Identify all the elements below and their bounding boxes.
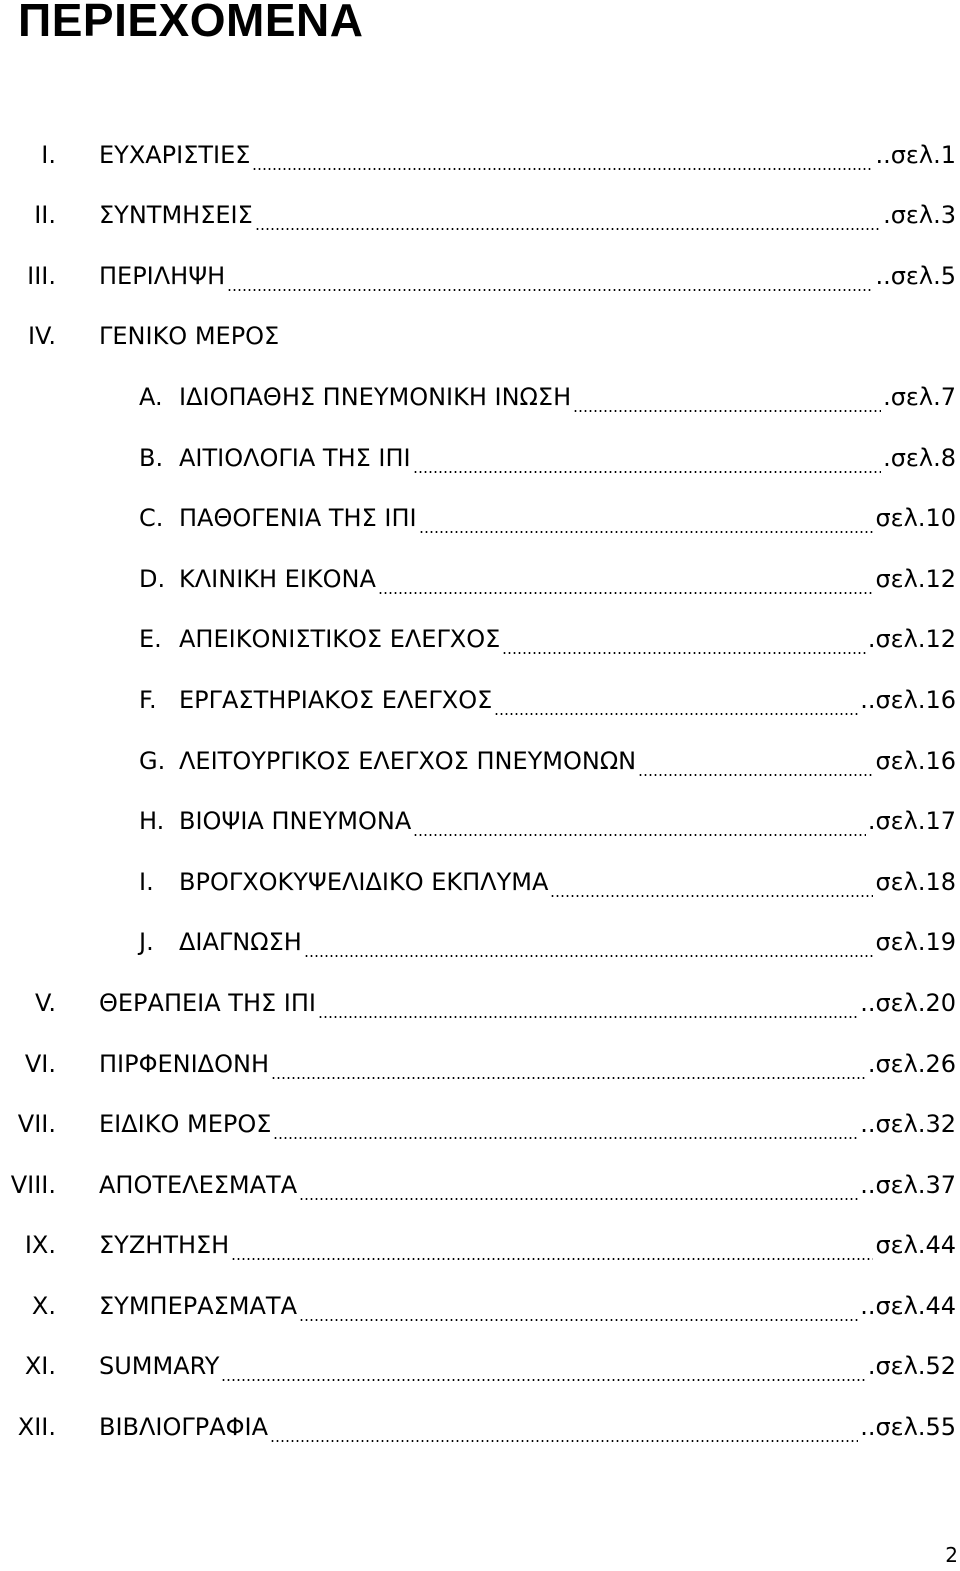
entry-page: ..σελ.1 (875, 140, 956, 169)
dot-leader (413, 444, 881, 474)
entry-label: ΒΙΒΛΙΟΓΡΑΦΙΑ (99, 1413, 269, 1442)
subentry-label: ΒΙΟΨΙΑ ΠΝΕΥΜΟΝΑ (179, 807, 412, 836)
entry-label: ΑΠΟΤΕΛΕΣΜΑΤΑ (99, 1170, 298, 1199)
subentry-letter: B. (139, 443, 164, 472)
subentry-page: σελ.19 (875, 928, 956, 957)
page-number: 2 (945, 1543, 958, 1567)
toc-subentry[interactable] (0, 912, 960, 973)
entry-number: V. (35, 988, 56, 1017)
entry-label: ΣΥΜΠΕΡΑΣΜΑΤΑ (99, 1291, 297, 1320)
subentry-label: ΛΕΙΤΟΥΡΓΙΚΟΣ ΕΛΕΓΧΟΣ ΠΝΕΥΜΟΝΩΝ (179, 746, 637, 775)
entry-number: I. (41, 140, 56, 169)
entry-page: ..σελ.32 (860, 1110, 956, 1139)
entry-page: ..σελ.20 (860, 988, 956, 1017)
entry-number: IX. (24, 1231, 56, 1260)
entry-number: VI. (24, 1049, 56, 1078)
toc-entry[interactable] (0, 1154, 960, 1215)
toc-subentry[interactable] (0, 427, 960, 488)
dot-leader (304, 928, 874, 958)
dot-leader (255, 201, 881, 231)
toc-entry[interactable] (0, 1215, 960, 1276)
subentry-label: ΒΡΟΓΧΟΚΥΨΕΛΙΔΙΚΟ ΕΚΠΛΥΜΑ (179, 867, 549, 896)
dot-leader (221, 1352, 865, 1382)
dot-leader (419, 504, 874, 534)
subentry-letter: A. (139, 382, 163, 411)
entry-page: .σελ.26 (867, 1049, 956, 1078)
subentry-label: ΕΡΓΑΣΤΗΡΙΑΚΟΣ ΕΛΕΓΧΟΣ (179, 685, 493, 714)
dot-leader (252, 141, 873, 171)
entry-label: SUMMARY (99, 1352, 220, 1381)
subentry-label: ΑΙΤΙΟΛΟΓΙΑ ΤΗΣ ΙΠΙ (179, 443, 411, 472)
toc-subentry[interactable] (0, 851, 960, 912)
dot-leader (318, 989, 858, 1019)
toc-subentry[interactable] (0, 548, 960, 609)
entry-label: ΓΕΝΙΚΟ ΜΕΡΟΣ (99, 322, 280, 351)
subentry-page: ..σελ.16 (860, 685, 956, 714)
page-title: ΠΕΡΙΕΧΟΜΕΝΑ (18, 0, 364, 46)
entry-label: ΣΥΝΤΜΗΣΕΙΣ (99, 201, 253, 230)
toc-entry[interactable] (0, 124, 960, 185)
entry-page: .σελ.3 (883, 201, 956, 230)
subentry-letter: F. (139, 685, 157, 714)
dot-leader (502, 625, 866, 655)
toc-entry[interactable] (0, 1275, 960, 1336)
dot-leader (227, 262, 873, 292)
subentry-letter: J. (139, 928, 154, 957)
entry-page: .σελ.52 (867, 1352, 956, 1381)
subentry-letter: C. (139, 504, 164, 533)
dot-leader (271, 1050, 866, 1080)
entry-label: ΘΕΡΑΠΕΙΑ ΤΗΣ ΙΠΙ (99, 988, 316, 1017)
entry-page: ..σελ.44 (860, 1291, 956, 1320)
entry-number: IV. (27, 322, 56, 351)
subentry-letter: G. (139, 746, 166, 775)
dot-leader (299, 1292, 858, 1322)
subentry-label: ΑΠΕΙΚΟΝΙΣΤΙΚΟΣ ΕΛΕΓΧΟΣ (179, 625, 501, 654)
table-of-contents (0, 124, 960, 1457)
toc-subentry[interactable] (0, 791, 960, 852)
dot-leader (573, 383, 881, 413)
entry-label: ΠΙΡΦΕΝΙΔΟΝΗ (99, 1049, 269, 1078)
toc-subentry[interactable] (0, 488, 960, 549)
subentry-page: .σελ.12 (867, 625, 956, 654)
dot-leader (413, 807, 866, 837)
subentry-page: .σελ.8 (883, 443, 956, 472)
dot-leader (494, 686, 858, 716)
subentry-page: .σελ.17 (867, 807, 956, 836)
entry-label: ΕΥΧΑΡΙΣΤΙΕΣ (99, 140, 251, 169)
subentry-label: ΙΔΙΟΠΑΘΗΣ ΠΝΕΥΜΟΝΙΚΗ ΙΝΩΣΗ (179, 382, 572, 411)
toc-entry[interactable] (0, 972, 960, 1033)
toc-subentry[interactable] (0, 669, 960, 730)
entry-number: X. (31, 1291, 56, 1320)
subentry-letter: E. (139, 625, 162, 654)
toc-subentry[interactable] (0, 609, 960, 670)
entry-number: III. (27, 261, 56, 290)
subentry-page: σελ.16 (875, 746, 956, 775)
toc-entry[interactable] (0, 245, 960, 306)
entry-number: XI. (24, 1352, 56, 1381)
entry-number: II. (34, 201, 56, 230)
entry-page: ..σελ.55 (860, 1413, 956, 1442)
subentry-page: σελ.10 (875, 504, 956, 533)
entry-label: ΠΕΡΙΛΗΨΗ (99, 261, 226, 290)
subentry-page: σελ.12 (875, 564, 956, 593)
entry-label: ΕΙΔΙΚΟ ΜΕΡΟΣ (99, 1110, 272, 1139)
dot-leader (231, 1231, 873, 1261)
subentry-letter: H. (139, 807, 165, 836)
toc-entry[interactable] (0, 1033, 960, 1094)
entry-page: ..σελ.5 (875, 261, 956, 290)
subentry-page: σελ.18 (875, 867, 956, 896)
toc-entry[interactable] (0, 306, 960, 367)
subentry-label: ΔΙΑΓΝΩΣΗ (179, 928, 302, 957)
subentry-label: ΠΑΘΟΓΕΝΙΑ ΤΗΣ ΙΠΙ (179, 504, 417, 533)
entry-label: ΣΥΖΗΤΗΣΗ (99, 1231, 230, 1260)
dot-leader (299, 1171, 858, 1201)
toc-subentry[interactable] (0, 730, 960, 791)
entry-page: σελ.44 (875, 1231, 956, 1260)
dot-leader (378, 565, 874, 595)
subentry-letter: I. (139, 867, 154, 896)
toc-subentry[interactable] (0, 366, 960, 427)
dot-leader (638, 747, 873, 777)
entry-page: ..σελ.37 (860, 1170, 956, 1199)
toc-entry[interactable] (0, 1336, 960, 1397)
subentry-letter: D. (139, 564, 166, 593)
subentry-label: ΚΛΙΝΙΚΗ ΕΙΚΟΝΑ (179, 564, 376, 593)
subentry-page: .σελ.7 (883, 382, 956, 411)
dot-leader (550, 868, 873, 898)
entry-number: XII. (17, 1413, 56, 1442)
toc-entry[interactable] (0, 1094, 960, 1155)
dot-leader (273, 1110, 858, 1140)
entry-number: VII. (17, 1110, 56, 1139)
entry-number: VIII. (10, 1170, 56, 1199)
toc-entry[interactable] (0, 185, 960, 246)
dot-leader (270, 1413, 858, 1443)
toc-entry[interactable] (0, 1396, 960, 1457)
